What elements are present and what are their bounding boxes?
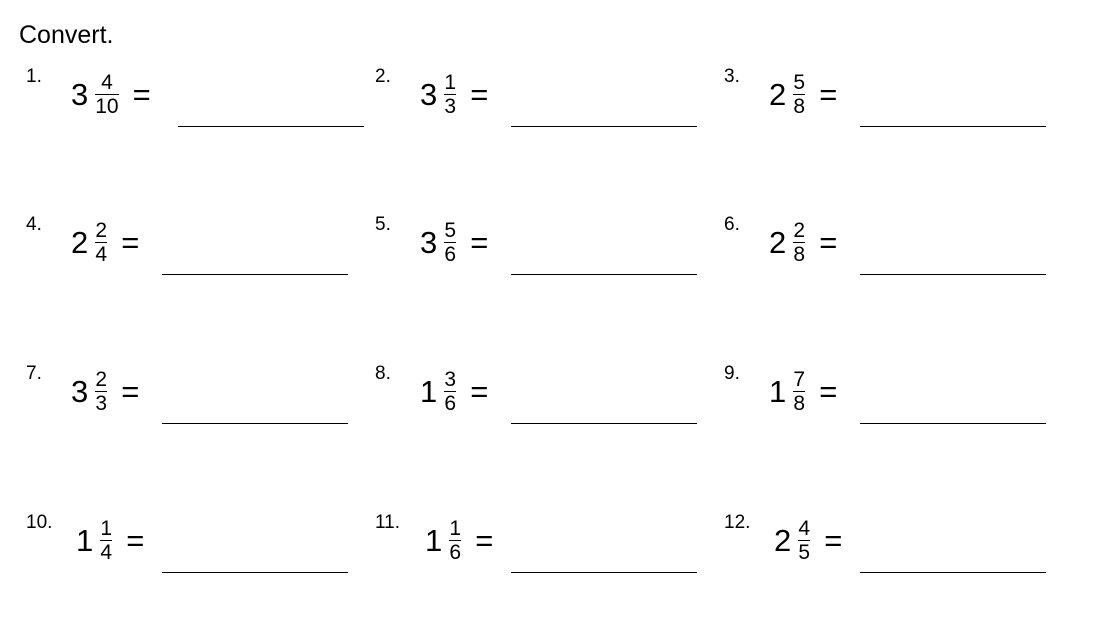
equals-sign: = [132,76,151,112]
problem-number: 5. [375,214,391,235]
problem-item [375,512,715,592]
equals-sign: = [819,76,838,112]
whole-number: 2 [774,522,792,558]
answer-blank[interactable] [860,572,1046,573]
fraction [793,369,805,414]
answer-blank[interactable] [162,274,348,275]
problem-number: 11. [375,512,401,533]
denominator: 8 [793,392,806,415]
numerator: 3 [444,368,457,391]
numerator: 2 [793,219,806,242]
whole-number: 3 [71,76,89,112]
instruction-text: Convert. [19,21,114,49]
denominator: 10 [95,95,119,118]
problem-number: 9. [724,363,740,384]
answer-blank[interactable] [178,126,364,127]
problem-item [375,66,715,146]
mixed-number [420,220,488,265]
whole-number: 1 [76,522,94,558]
fraction [444,369,456,414]
equals-sign: = [470,76,489,112]
problem-item [375,363,715,443]
equals-sign: = [470,224,489,260]
mixed-number [774,518,842,563]
numerator: 4 [101,71,113,94]
mixed-number [769,220,837,265]
fraction [449,518,461,563]
numerator: 2 [95,219,108,242]
whole-number: 1 [425,522,443,558]
answer-blank[interactable] [511,274,697,275]
mixed-number [425,518,493,563]
equals-sign: = [819,373,838,409]
numerator: 1 [449,517,462,540]
problem-item [724,512,1064,592]
mixed-number [71,369,139,414]
equals-sign: = [475,522,494,558]
mixed-number [769,72,837,117]
equals-sign: = [121,224,140,260]
whole-number: 1 [420,373,438,409]
problem-number: 4. [26,214,42,235]
mixed-number [76,518,144,563]
whole-number: 2 [71,224,89,260]
answer-blank[interactable] [860,274,1046,275]
problem-item [724,214,1064,294]
denominator: 5 [798,541,811,564]
problem-item [375,214,715,294]
problem-number: 1. [26,66,42,87]
equals-sign: = [470,373,489,409]
problem-number: 2. [375,66,391,87]
problem-number: 10. [26,512,53,533]
numerator: 1 [100,517,113,540]
numerator: 7 [793,368,806,391]
answer-blank[interactable] [511,572,697,573]
denominator: 6 [449,541,462,564]
denominator: 4 [100,541,113,564]
problem-item [26,214,366,294]
equals-sign: = [121,373,140,409]
whole-number: 3 [420,224,438,260]
fraction [793,220,805,265]
whole-number: 3 [420,76,438,112]
equals-sign: = [824,522,843,558]
whole-number: 2 [769,224,787,260]
fraction [95,369,107,414]
problem-item [26,363,366,443]
fraction [798,518,810,563]
denominator: 8 [793,95,806,118]
fraction [95,72,118,117]
numerator: 2 [95,368,108,391]
numerator: 5 [793,71,806,94]
problem-item [26,66,366,146]
denominator: 6 [444,392,457,415]
answer-blank[interactable] [511,423,697,424]
denominator: 8 [793,243,806,266]
whole-number: 2 [769,76,787,112]
mixed-number [769,369,837,414]
problem-number: 6. [724,214,740,235]
whole-number: 1 [769,373,787,409]
problem-item [724,363,1064,443]
problem-number: 12. [724,512,751,533]
fraction [444,220,456,265]
problem-item [26,512,366,592]
equals-sign: = [819,224,838,260]
denominator: 3 [95,392,108,415]
numerator: 4 [798,517,811,540]
whole-number: 3 [71,373,89,409]
answer-blank[interactable] [860,423,1046,424]
answer-blank[interactable] [162,572,348,573]
problem-item [724,66,1064,146]
fraction [444,72,456,117]
fraction [100,518,112,563]
mixed-number [420,72,488,117]
answer-blank[interactable] [860,126,1046,127]
denominator: 3 [444,95,457,118]
problem-number: 8. [375,363,391,384]
answer-blank[interactable] [162,423,348,424]
fraction [95,220,107,265]
numerator: 1 [444,71,457,94]
mixed-number [71,72,151,117]
numerator: 5 [444,219,457,242]
problem-number: 7. [26,363,42,384]
fraction [793,72,805,117]
denominator: 4 [95,243,108,266]
denominator: 6 [444,243,457,266]
problem-number: 3. [724,66,740,87]
equals-sign: = [126,522,145,558]
answer-blank[interactable] [511,126,697,127]
mixed-number [71,220,139,265]
mixed-number [420,369,488,414]
